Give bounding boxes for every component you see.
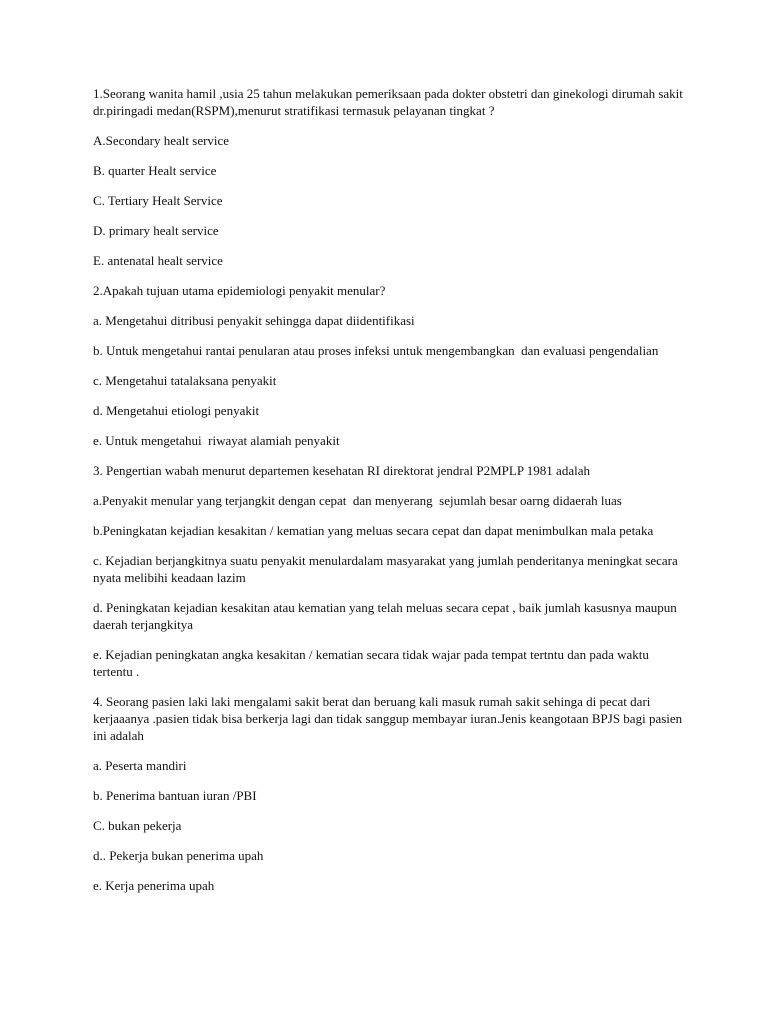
answer-option: b. Untuk mengetahui rantai penularan atau proses infeksi untuk mengembangkan dan evaluasi pengendalian	[93, 343, 659, 358]
answer-option: a. Mengetahui ditribusi penyakit sehingga dapat diidentifikasi	[93, 313, 415, 328]
answer-option: D. primary healt service	[93, 223, 219, 238]
answer-option: d. Mengetahui etiologi penyakit	[93, 403, 260, 418]
answer-option: c. Kejadian berjangkitnya suatu penyakit menulardalam masyarakat yang jumlah penderitanya meningkat secara nyata melibihi keadaan lazim	[93, 553, 682, 585]
answer-option: a.Penyakit menular yang terjangkit dengan cepat dan menyerang sejumlah besar oarng didaerah luas	[93, 493, 622, 508]
answer-option: d.. Pekerja bukan penerima upah	[93, 848, 264, 863]
answer-option: E. antenatal healt service	[93, 253, 223, 268]
answer-option: C. Tertiary Healt Service	[93, 193, 223, 208]
question-4	[93, 693, 688, 894]
answer-option: a. Peserta mandiri	[93, 758, 187, 773]
question-2	[93, 282, 688, 449]
question-text: 1.Seorang wanita hamil ,usia 25 tahun melakukan pemeriksaan pada dokter obstetri dan ginekologi dirumah sakit dr.piringadi medan(RSPM),menurut stratifikasi termasuk pelayanan tingkat ?	[93, 86, 687, 118]
answer-option: B. quarter Healt service	[93, 163, 217, 178]
answer-option: b. Penerima bantuan iuran /PBI	[93, 788, 257, 803]
answer-option: e. Kerja penerima upah	[93, 878, 215, 893]
answer-option: c. Mengetahui tatalaksana penyakit	[93, 373, 277, 388]
answer-option: d. Peningkatan kejadian kesakitan atau kematian yang telah meluas secara cepat , baik jumlah kasusnya maupun daerah terjangkitya	[93, 600, 680, 632]
question-text: 4. Seorang pasien laki laki mengalami sakit berat dan beruang kali masuk rumah sakit sehinga di pecat dari kerjaaanya .pasien tidak bisa berkerja lagi dan tidak sanggup membayar iuran.Jenis keangotaan BPJS bagi pasien ini adalah	[93, 694, 686, 743]
answer-option: C. bukan pekerja	[93, 818, 182, 833]
question-text: 3. Pengertian wabah menurut departemen kesehatan RI direktorat jendral P2MPLP 1981 adalah	[93, 463, 590, 478]
answer-option: e. Untuk mengetahui riwayat alamiah penyakit	[93, 433, 340, 448]
answer-option: e. Kejadian peningkatan angka kesakitan / kematian secara tidak wajar pada tempat tertntu dan pada waktu tertentu .	[93, 647, 653, 679]
question-text: 2.Apakah tujuan utama epidemiologi penyakit menular?	[93, 283, 386, 298]
answer-option: A.Secondary healt service	[93, 133, 230, 148]
question-1	[93, 85, 688, 269]
question-3	[93, 462, 688, 680]
answer-option: b.Peningkatan kejadian kesakitan / kematian yang meluas secara cepat dan dapat menimbulkan mala petaka	[93, 523, 654, 538]
